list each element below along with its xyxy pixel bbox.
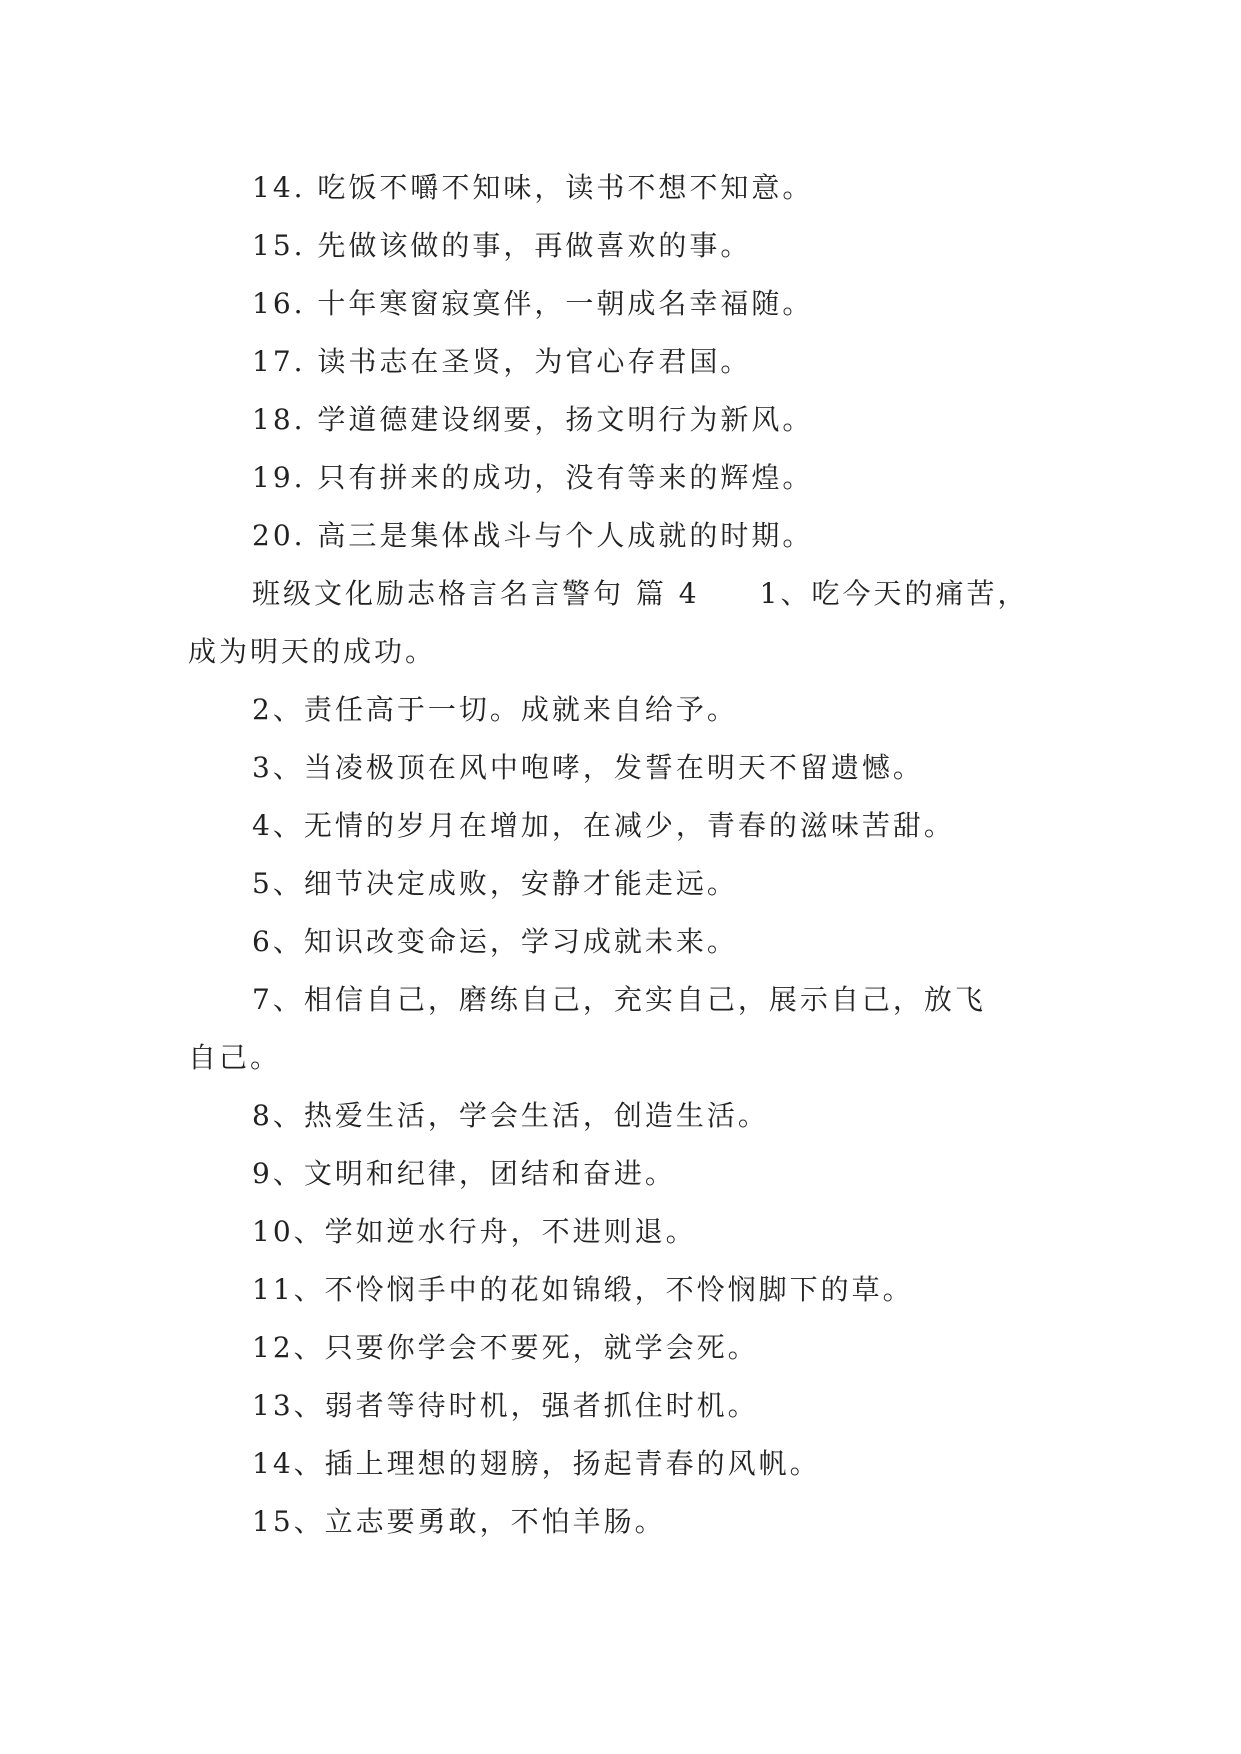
list-item: 9、文明和纪律，团结和奋进。 [252, 1157, 676, 1190]
list-item: 7、相信自己，磨练自己，充实自己，展示自己，放飞 [252, 983, 986, 1016]
list-item: 13、弱者等待时机，强者抓住时机。 [252, 1389, 759, 1422]
list-item-continuation: 成为明天的成功。 [188, 635, 437, 668]
list-item: 4、无情的岁月在增加，在减少，青春的滋味苦甜。 [252, 809, 955, 842]
list-item: 2、责任高于一切。成就来自给予。 [252, 693, 738, 726]
list-item: 14、插上理想的翅膀，扬起青春的风帆。 [252, 1447, 821, 1480]
section-heading: 班级文化励志格言名言警句 篇 4 [252, 577, 700, 610]
list-item: 1、吃今天的痛苦， [759, 577, 1029, 610]
document-body [188, 159, 1068, 1551]
list-item: 12、只要你学会不要死，就学会死。 [252, 1331, 759, 1364]
list-item: 18. 学道德建设纲要，扬文明行为新风。 [252, 403, 814, 436]
list-item: 10、学如逆水行舟，不进则退。 [252, 1215, 697, 1248]
list-item: 11、不怜悯手中的花如锦缎，不怜悯脚下的草。 [252, 1273, 914, 1306]
list-item: 3、当凌极顶在风中咆哮，发誓在明天不留遗憾。 [252, 751, 924, 784]
list-item: 20. 高三是集体战斗与个人成就的时期。 [252, 519, 814, 552]
section-heading-line [188, 565, 1068, 623]
list-item: 14. 吃饭不嚼不知味，读书不想不知意。 [252, 171, 814, 204]
list-item-continuation: 自己。 [188, 1041, 282, 1074]
list-item: 19. 只有拼来的成功，没有等来的辉煌。 [252, 461, 814, 494]
list-item: 6、知识改变命运，学习成就未来。 [252, 925, 738, 958]
list-item: 8、热爱生活，学会生活，创造生活。 [252, 1099, 769, 1132]
list-item: 15、立志要勇敢，不怕羊肠。 [252, 1505, 666, 1538]
list-item: 15. 先做该做的事，再做喜欢的事。 [252, 229, 752, 262]
list-item: 5、细节决定成败，安静才能走远。 [252, 867, 738, 900]
list-item: 17. 读书志在圣贤，为官心存君国。 [252, 345, 752, 378]
list-item: 16. 十年寒窗寂寞伴，一朝成名幸福随。 [252, 287, 814, 320]
